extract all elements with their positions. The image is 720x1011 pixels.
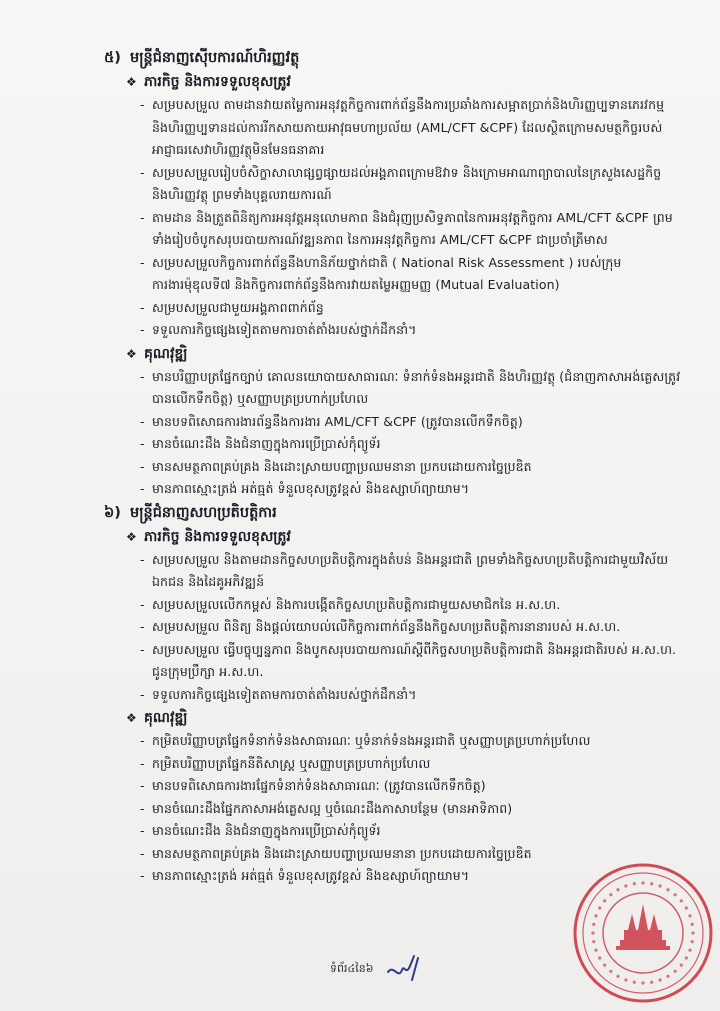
- official-seal-icon: [568, 858, 718, 1008]
- list-item: - កម្រិតបរិញ្ញាបត្រផ្នែកនីតិសាស្ត្រ ឬសញ្ញាបត្រប្រហាក់ប្រហែល: [140, 753, 690, 776]
- seal-dot: [688, 914, 691, 917]
- seal-dot: [680, 964, 683, 967]
- seal-dot: [685, 906, 688, 909]
- list-item: - មានចំណេះដឹង និងជំនាញក្នុងការប្រើប្រាស់កុំព្យូទ័រ: [140, 433, 690, 456]
- list-item: - សម្របសម្រួលជាមួយអង្គភាពពាក់ព័ន្ធ: [140, 297, 690, 320]
- list-item: - ទទួលភារកិច្ចផ្សេងទៀតតាមការចាត់តាំងរបស់ថ្នាក់ដឹកនាំ។: [140, 684, 690, 707]
- seal-dot: [603, 964, 606, 967]
- list-item: - មានបទពិសោធការងារផ្នែកទំនាក់ទំនងសាធារណៈ (ត្រូវបានលើកទឹកចិត្ត): [140, 775, 690, 798]
- seal-dot: [685, 956, 688, 959]
- duties-list: [140, 94, 690, 342]
- list-item: - មានភាពស្មោះត្រង់ អត់ធ្មត់ ទំនួលខុសត្រូវខ្ពស់ និងឧស្សាហ៍ព្យាយាម។: [140, 865, 690, 888]
- seal-dot: [691, 940, 694, 943]
- seal-dot: [603, 899, 606, 902]
- list-item: - មានបរិញ្ញាបត្រផ្នែកច្បាប់ គោលនយោបាយសាធារណៈ ទំនាក់ទំនងអន្តរជាតិ និងហិរញ្ញវត្ថុ (ជំនាញភាសាអង់គ្លេសត្រូវបានលើកទឹកចិត្ត) ឬសញ្ញាបត្រប្រហាក់ប្រហែល: [140, 366, 690, 411]
- list-item: - មានសមត្ថភាពគ្រប់គ្រង និងដោះស្រាយបញ្ហាប្រឈមនានា ប្រកបដោយការច្នៃប្រឌិត: [140, 456, 690, 479]
- duties-list: [140, 549, 690, 707]
- seal-dot: [598, 906, 601, 909]
- list-item: - មានបទពិសោធការងារព័ន្ធនឹងការងារ AML/CFT &CPF (ត្រូវបានលើកទឹកចិត្ត): [140, 411, 690, 434]
- page-number: ទំព័រ៤នៃ៦: [330, 962, 374, 975]
- seal-dot: [616, 888, 619, 891]
- seal-dot: [594, 914, 597, 917]
- list-item: - តាមដាន និងត្រួតពិនិត្យការអនុវត្តអនុលោមភាព និងជំរុញប្រសិទ្ធភាពនៃការអនុវត្តកិច្ចការ AML/CFT &CPF ព្រមទាំងរៀបចំបូកសរុបរបាយការណ៍វឌ្ឍនភាព នៃការអនុវត្តកិច្ចការ AML/CFT &CPF ជាប្រចាំត្រីមាស: [140, 207, 690, 252]
- list-item: - មានចំណេះដឹងផ្នែកភាសាអង់គ្លេសល្អ ឬចំណេះដឹងភាសាបន្ថែម (មានអាទិភាព): [140, 798, 690, 821]
- seal-dot: [594, 949, 597, 952]
- seal-dot: [641, 881, 644, 884]
- seal-dot: [691, 931, 694, 934]
- list-item: - មានសមត្ថភាពគ្រប់គ្រង និងដោះស្រាយបញ្ហាប្រឈមនានា ប្រកបដោយការច្នៃប្រឌិត: [140, 843, 690, 866]
- qualifications-list: [140, 366, 690, 501]
- signature-icon: [384, 950, 424, 984]
- seal-dot: [688, 949, 691, 952]
- list-item: - សម្របសម្រួល តាមដានវាយតម្លៃការអនុវត្តកិច្ចការពាក់ព័ន្ធនឹងការប្រឆាំងការសម្អាតប្រាក់និងហិរញ្ញប្បទានភេរវកម្ម និងហិរញ្ញប្បទានដល់ការរីកសាយភាយអាវុធមហាប្រល័យ (AML/CFT &CPF) ដែលស្ថិតក្រោមសមត្ថកិច្ចរបស់អាជ្ញាធរសេវាហិរញ្ញវត្ថុមិនមែនធនាគារ: [140, 94, 690, 162]
- seal-dot: [616, 975, 619, 978]
- seal-dot: [591, 931, 594, 934]
- list-item: - សម្របសម្រួល ធ្វើបច្ចុប្បន្នភាព និងបូកសរុបរបាយការណ៍ស្តីពីកិច្ចសហប្រតិបត្តិការជាតិ និងអន្តរជាតិរបស់ អ.ស.ហ. ជូនក្រុមប្រឹក្សា អ.ស.ហ.: [140, 639, 690, 684]
- seal-dot: [674, 893, 677, 896]
- seal-dot: [592, 940, 595, 943]
- diamond-bullet-icon: ❖: [126, 346, 137, 361]
- diamond-bullet-icon: ❖: [126, 75, 137, 89]
- seal-dot: [641, 981, 644, 984]
- seal-dot: [691, 923, 694, 926]
- group-heading-duties: [126, 70, 690, 94]
- section-heading: មន្ត្រីជំនាញស៊ើបការណ៍ហិរញ្ញវត្ថុ: [130, 50, 300, 66]
- seal-dot: [633, 882, 636, 885]
- list-item: - កម្រិតបរិញ្ញាបត្រផ្នែកទំនាក់ទំនងសាធារណៈ ឬទំនាក់ទំនងអន្តរជាតិ ឬសញ្ញាបត្រប្រហាក់ប្រហែល: [140, 730, 690, 753]
- list-item: - សម្របសម្រួលលើកកម្ពស់ និងការបង្កើតកិច្ចសហប្រតិបត្តិការជាមួយសមាជិកនៃ អ.ស.ហ.: [140, 594, 690, 617]
- seal-dot: [609, 893, 612, 896]
- list-item: - មានចំណេះដឹង និងជំនាញក្នុងការប្រើប្រាស់កុំព្យូទ័រ: [140, 820, 690, 843]
- section-number: ៥): [104, 50, 121, 66]
- list-item: - មានភាពស្មោះត្រង់ អត់ធ្មត់ ទំនួលខុសត្រូវខ្ពស់ និងឧស្សាហ៍ព្យាយាម។: [140, 478, 690, 501]
- section-title: [104, 501, 690, 525]
- list-item: - សម្របសម្រួល និងតាមដានកិច្ចសហប្រតិបត្តិការក្នុងតំបន់ និងអន្តរជាតិ ព្រមទាំងកិច្ចសហប្រតិបត្តិការជាមួយវិស័យឯកជន និងដៃគូអភិវឌ្ឍន៍: [140, 549, 690, 594]
- seal-dot: [650, 882, 653, 885]
- section-title: [104, 46, 690, 70]
- group-heading-text: គុណវុឌ្ឍិ: [144, 345, 188, 362]
- seal-dot: [659, 978, 662, 981]
- seal-dot: [609, 970, 612, 973]
- section-heading: មន្ត្រីជំនាញសហប្រតិបត្តិការ: [130, 504, 277, 521]
- group-heading-duties: [126, 525, 690, 549]
- diamond-bullet-icon: ❖: [126, 711, 137, 725]
- section-number: ៦): [104, 504, 121, 521]
- seal-dot: [592, 923, 595, 926]
- seal-dot: [674, 970, 677, 973]
- seal-dot: [659, 884, 662, 887]
- group-heading-text: ភារកិច្ច និងការទទួលខុសត្រូវ: [144, 528, 291, 545]
- list-item: - ទទួលភារកិច្ចផ្សេងទៀតតាមការចាត់តាំងរបស់ថ្នាក់ដឹកនាំ។: [140, 319, 690, 342]
- diamond-bullet-icon: ❖: [126, 529, 137, 544]
- seal-dot: [666, 975, 669, 978]
- group-heading-text: ភារកិច្ច និងការទទួលខុសត្រូវ: [144, 74, 291, 90]
- seal-dot: [598, 956, 601, 959]
- seal-dot: [666, 888, 669, 891]
- list-item: - សម្របសម្រួលកិច្ចការពាក់ព័ន្ធនឹងហានិភ័យថ្នាក់ជាតិ ( National Risk Assessment ) របស់ក្រុមការងារម៉ុឌុលទី៧ និងកិច្ចការពាក់ព័ន្ធនឹងការវាយតម្លៃអញ្ញមញ្ញ (Mutual Evaluation): [140, 252, 690, 297]
- list-item: - សម្របសម្រួល ពិនិត្យ និងផ្តល់យោបល់លើកិច្ចការពាក់ព័ន្ធនឹងកិច្ចសហប្រតិបត្តិការនានារបស់ អ.ស.ហ.: [140, 616, 690, 639]
- document-content: [100, 46, 690, 888]
- seal-dot: [680, 899, 683, 902]
- group-heading-qualifications: [126, 342, 690, 366]
- group-heading-qualifications: [126, 706, 690, 730]
- seal-dot: [633, 981, 636, 984]
- seal-dot: [624, 978, 627, 981]
- seal-dot: [624, 884, 627, 887]
- section-financial-intelligence: [100, 46, 690, 501]
- list-item: - សម្របសម្រួលរៀបចំសិក្ខាសាលាផ្សព្វផ្សាយដល់អង្គភាពក្រោមឱវាទ និងក្រោមអាណាព្យាបាលនៃក្រសួងសេដ្ឋកិច្ចនិងហិរញ្ញវត្ថុ ព្រមទាំងបុគ្គលរាយការណ៍: [140, 162, 690, 207]
- seal-dot: [650, 981, 653, 984]
- group-heading-text: គុណវុឌ្ឍិ: [144, 710, 188, 726]
- section-cooperation: [100, 501, 690, 888]
